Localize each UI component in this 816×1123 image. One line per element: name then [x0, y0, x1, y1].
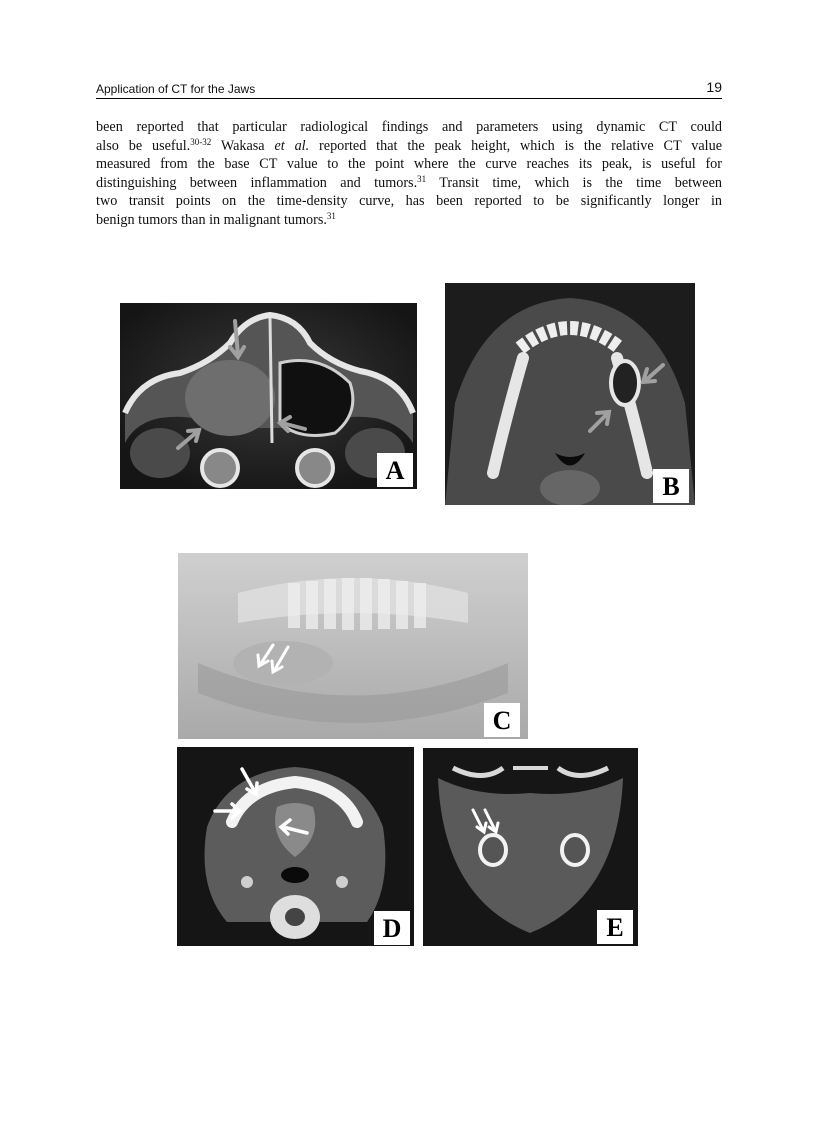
panel-label-d: D	[374, 911, 410, 945]
text-line	[96, 211, 722, 230]
figure-panel-b	[445, 283, 695, 505]
text-segment: benign tumors than in malignant tumors.	[96, 211, 327, 228]
figure-panel-d	[177, 747, 414, 946]
ct-image-a	[120, 303, 417, 489]
figure-panel-a	[120, 303, 417, 489]
text-segment: Transit time, which is the time between	[426, 174, 722, 191]
text-segment: distinguishing between inflammation and tumors.	[96, 174, 418, 191]
text-line	[96, 155, 722, 174]
text-line	[96, 137, 722, 156]
figure-panel-e	[423, 748, 638, 946]
panel-label-b: B	[653, 469, 689, 503]
text-segment: reported that the peak height, which is the relative CT value	[309, 137, 723, 154]
text-segment: two transit points on the time-density curve, has been reported to be significantly longer in	[96, 193, 722, 210]
panel-label-a: A	[377, 453, 413, 487]
italic-text: et al.	[274, 137, 310, 154]
text-segment: measured from the base CT value to the point where the curve reaches its peak, is useful for	[96, 156, 722, 173]
citation: 31	[417, 173, 427, 184]
body-paragraph	[96, 118, 722, 230]
panoramic-image-c	[178, 553, 528, 739]
text-line	[96, 118, 722, 137]
running-title: Application of CT for the Jaws	[96, 82, 256, 96]
page-number: 19	[706, 79, 722, 95]
text-line	[96, 192, 722, 211]
panel-label-e: E	[597, 910, 633, 944]
text-segment: Wakasa	[211, 137, 275, 154]
citation: 30-32	[190, 136, 212, 147]
text-segment: been reported that particular radiological findings and parameters using dynamic CT could	[96, 119, 722, 135]
panel-label-c: C	[484, 703, 520, 737]
figure-panel-c	[178, 553, 528, 739]
running-header	[96, 80, 722, 99]
citation: 31	[326, 210, 336, 221]
text-line	[96, 174, 722, 193]
text-segment: also be useful.	[96, 137, 191, 154]
